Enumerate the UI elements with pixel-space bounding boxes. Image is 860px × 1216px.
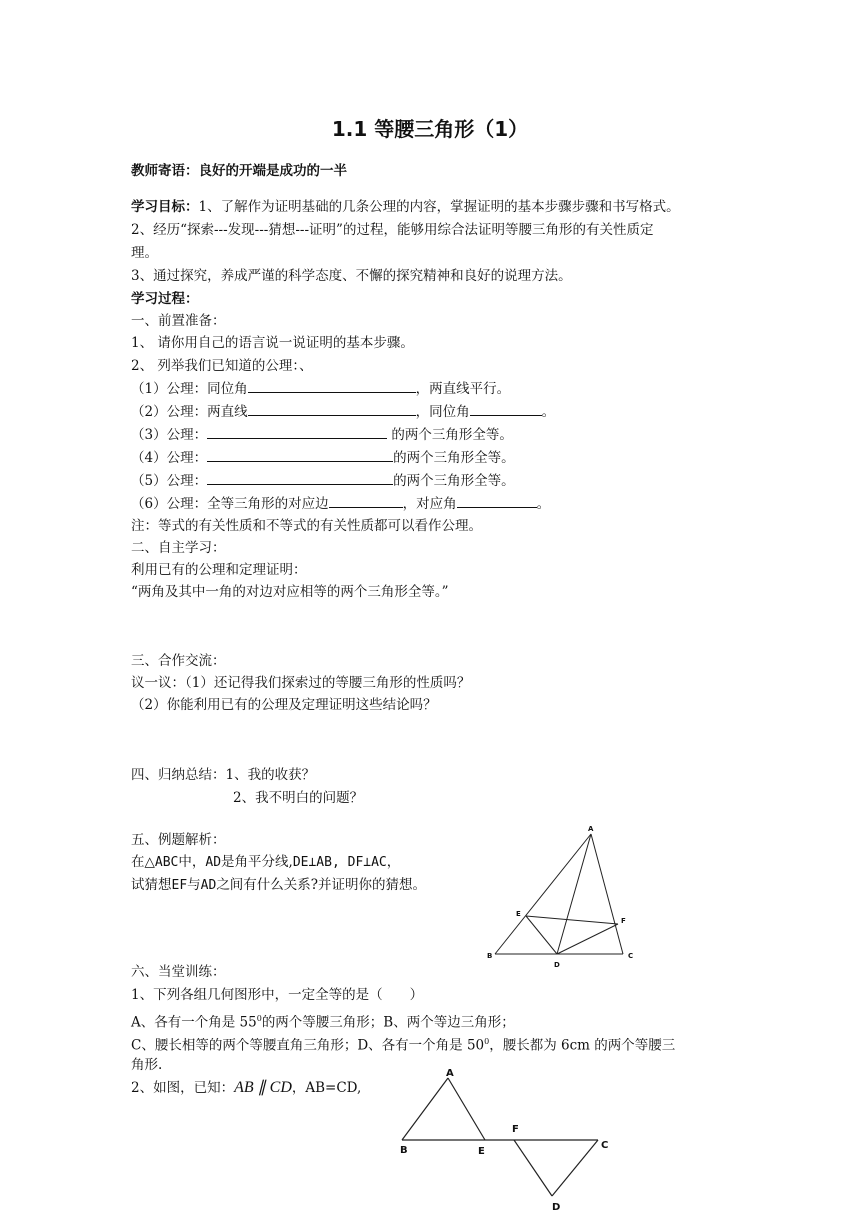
label-f: F	[621, 917, 626, 925]
section3-line2: （2）你能利用已有的公理及定理证明这些结论吗？	[131, 697, 437, 713]
axiom-5: （5）公理： 的两个三角形全等。	[131, 470, 515, 492]
goals-line-1	[131, 196, 680, 218]
page-title: 1.1 等腰三角形（1）	[331, 117, 529, 141]
label-c: C	[628, 952, 634, 960]
segment-cd	[552, 1140, 598, 1196]
blank-5[interactable]	[207, 470, 393, 485]
section1-note: 注：等式的有关性质和不等式的有关性质都可以看作公理。	[131, 518, 482, 534]
section3-heading: 三、合作交流：	[131, 653, 226, 669]
segment-ac	[591, 834, 623, 954]
fig2-label-a: A	[446, 1068, 454, 1079]
segment-ae	[448, 1078, 485, 1140]
blank-1[interactable]	[248, 378, 416, 393]
blank-2a[interactable]	[248, 401, 416, 416]
section1-heading: 一、前置准备：	[131, 313, 226, 329]
goal-item-1: 1、了解作为证明基础的几条公理的内容，掌握证明的基本步骤步骤和书写格式。	[198, 199, 680, 215]
section1-q2: 2、 列举我们已知道的公理：、	[131, 358, 313, 374]
segment-de	[526, 916, 557, 954]
label-b: B	[487, 952, 493, 960]
goal-item-2b: 理。	[131, 245, 158, 261]
section5-line2: 试猜想EF与AD之间有什么关系?并证明你的猜想。	[131, 877, 427, 893]
section4-line1: 四、归纳总结：1、我的收获？	[131, 767, 316, 783]
teacher-note-label: 教师寄语：	[131, 163, 199, 179]
section6-q1-cd2: 角形.	[131, 1057, 163, 1073]
blank-3[interactable]	[207, 424, 387, 439]
fig2-label-d: D	[552, 1202, 561, 1213]
label-a: A	[588, 825, 594, 833]
section3-line1: 议一议：（1）还记得我们探索过的等腰三角形的性质吗？	[131, 675, 471, 691]
figure-two-triangles	[390, 1058, 620, 1214]
blank-6b[interactable]	[457, 493, 537, 508]
process-label: 学习过程：	[131, 291, 199, 307]
goal-item-3: 3、通过探究，养成严谨的科学态度、不懈的探究精神和良好的说理方法。	[131, 268, 572, 284]
teacher-note	[131, 160, 347, 182]
section6-q2: 2、如图，已知：AB ∥ CD，AB=CD,	[131, 1079, 362, 1096]
label-d: D	[554, 961, 560, 968]
axiom-1: （1）公理：同位角 ，两直线平行。	[131, 378, 510, 400]
fig2-label-e: E	[478, 1146, 485, 1157]
section6-q1-cd: C、腰长相等的两个等腰直角三角形；D、各有一个角是 $50^0$，腰长都为 6cm 的两个等腰三	[131, 1037, 676, 1054]
segment-ad	[557, 834, 591, 954]
section5-line1: 在△ABC中，AD是角平分线,DE⊥AB, DF⊥AC，	[131, 854, 401, 870]
segment-ab2	[402, 1078, 448, 1140]
axiom-6: （6）公理：全等三角形的对应边 ，对应角 。	[131, 493, 550, 515]
label-e: E	[516, 910, 521, 918]
section6-q1-ab: A、各有一个角是 $55^0$的两个等腰三角形；B、两个等边三角形；	[131, 1014, 515, 1031]
section2-line1: 利用已有的公理和定理证明：	[131, 562, 307, 578]
segment-df	[557, 924, 618, 954]
axiom-3: （3）公理： 的两个三角形全等。	[131, 424, 513, 446]
section1-q1: 1、 请你用自己的语言说一说证明的基本步骤。	[131, 335, 414, 351]
blank-6a[interactable]	[329, 493, 403, 508]
section4-line2: 2、我不明白的问题？	[233, 790, 364, 806]
section2-heading: 二、自主学习：	[131, 540, 226, 556]
segment-ef	[526, 916, 618, 924]
section6-heading: 六、当堂训练：	[131, 964, 226, 980]
segment-ab	[495, 834, 591, 954]
goals-label: 学习目标：	[131, 199, 199, 215]
figure-triangle-abc	[480, 818, 650, 968]
teacher-note-text: 良好的开端是成功的一半	[198, 163, 347, 179]
fig2-label-b: B	[400, 1145, 408, 1156]
blank-2b[interactable]	[470, 401, 542, 416]
goal-item-2a: 2、经历“探索---发现---猜想---证明”的过程，能够用综合法证明等腰三角形的有关性质定	[131, 222, 654, 238]
section2-line2: “两角及其中一角的对边对应相等的两个三角形全等。”	[131, 584, 449, 600]
section5-heading: 五、例题解析：	[131, 832, 226, 848]
axiom-4: （4）公理： 的两个三角形全等。	[131, 447, 515, 469]
fig2-label-f: F	[512, 1124, 519, 1135]
section6-q1: 1、下列各组几何图形中，一定全等的是（ ）	[131, 987, 424, 1003]
segment-fd	[514, 1140, 552, 1196]
blank-4[interactable]	[207, 447, 393, 462]
axiom-2: （2）公理：两直线 ，同位角 。	[131, 401, 555, 423]
fig2-label-c: C	[601, 1140, 609, 1151]
